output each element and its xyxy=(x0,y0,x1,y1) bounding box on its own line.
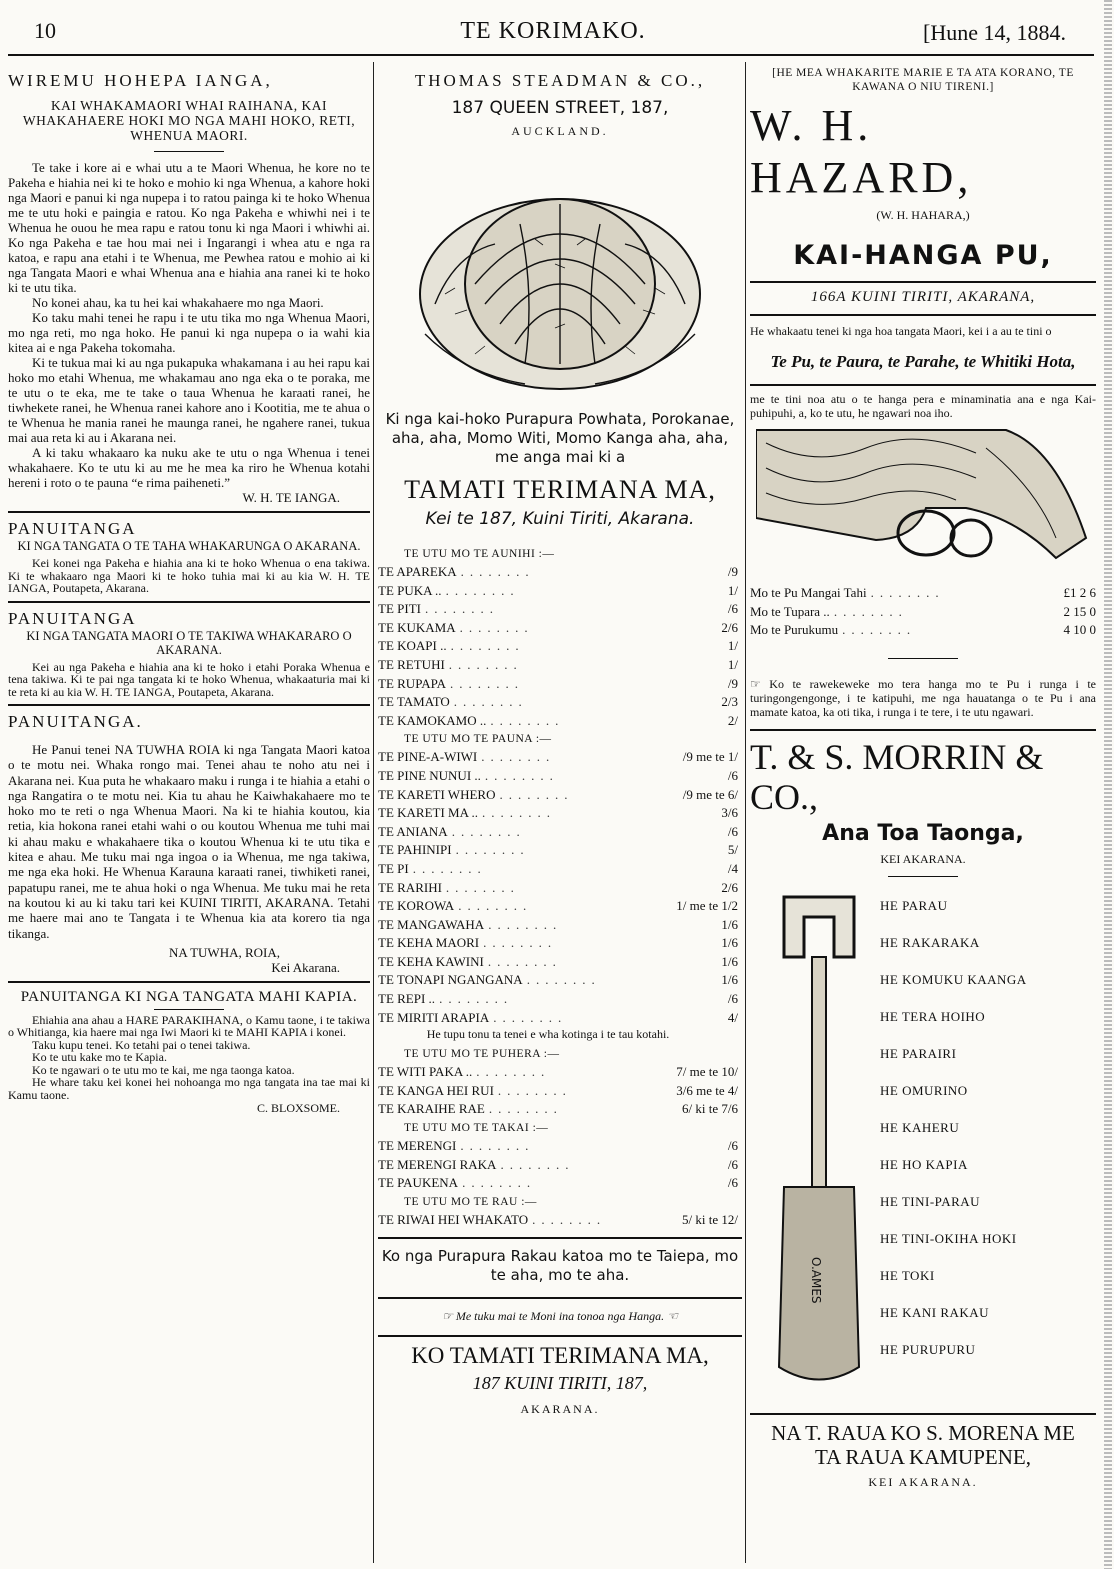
tool-item: HE TINI-PARAU xyxy=(880,1193,981,1209)
item-name: Mo te Purukumu xyxy=(750,622,839,638)
price-row: TE KARAIHE RAE ........ 6/ ki te 7/6 xyxy=(378,1100,738,1119)
hazard-name: W. H. HAZARD, xyxy=(750,101,973,202)
gunmaker-more: me te tini noa atu o te hanga pera e minaminatia ana e nga Kai-puhipuhi, a, ko te utu, he ngawari noa iho. xyxy=(750,392,1096,420)
item-price: /6 xyxy=(727,601,738,617)
merchant-address: Kei te 187, Kuini Tiriti, Akarana. xyxy=(425,509,695,529)
gunmaker-heading: KAI-HANGA PU, xyxy=(793,240,1053,271)
line: Taku kupu tenei. Ko tetahi pai o tenei takiwa. xyxy=(32,1037,251,1052)
repair-note-text: Ko te rawekeweke mo tera hanga mo te Pu i runga i te turingongengonge, i te katipuhi, me nga hauatanga o te Pu i ana mamate katoa, ka oti tika, i runga i te tere, i te utu ngawari. xyxy=(750,676,1096,719)
morrin-footer-1: NA T. RAUA KO S. MORENA ME xyxy=(771,1420,1075,1445)
footer-address: 187 KUINI TIRITI, 187, xyxy=(472,1373,648,1394)
price-row: TE APAREKA ........ /9 xyxy=(378,563,738,582)
price-row: TE MERENGI ........ /6 xyxy=(378,1137,738,1156)
price-row: TE KOROWA ........ 1/ me te 1/2 xyxy=(378,897,738,916)
item-price: /6 xyxy=(727,1175,738,1191)
item-price: /9 xyxy=(727,675,738,691)
firm-name: THOMAS STEADMAN & CO., xyxy=(414,71,706,90)
item-name: TE RIWAI HEI WHAKATO xyxy=(378,1211,529,1227)
price-list xyxy=(378,545,742,1229)
price-row: TE PAUKENA ........ /6 xyxy=(378,1174,738,1193)
item-price: 3/6 xyxy=(721,805,738,821)
wiremu-body xyxy=(8,160,370,490)
morrin-footer-3: KEI AKARANA. xyxy=(868,1474,978,1489)
tool-item: HE TINI-OKIHA HOKI xyxy=(880,1230,1017,1246)
footer-city: AKARANA. xyxy=(520,1402,600,1417)
price-section-title: TE UTU MO TE TAKAI :— xyxy=(404,1122,549,1135)
item-name: TE MERENGI xyxy=(378,1138,457,1154)
column-3 xyxy=(750,62,1096,1563)
section-rule xyxy=(750,281,1096,283)
section-rule xyxy=(8,601,370,603)
spade-illustration xyxy=(764,887,874,1397)
item-price: 4 10 0 xyxy=(1063,622,1096,638)
item-name: TE KOAPI .. xyxy=(378,638,447,654)
item-price: 2/ xyxy=(727,712,738,728)
divider xyxy=(888,658,958,659)
price-row: TE MANGAWAHA ........ 1/6 xyxy=(378,916,738,935)
price-row: TE MIRITI ARAPIA ........ 4/ xyxy=(378,1009,738,1028)
item-price: /9 me te 1/ xyxy=(682,749,738,765)
price-row: TE PAHINIPI ........ 5/ xyxy=(378,841,738,860)
section-rule xyxy=(378,1237,742,1239)
issue-date: [Hune 14, 1884. xyxy=(923,20,1066,45)
shotgun-illustration xyxy=(756,428,1096,578)
item-name: TE TONAPI NGANGANA xyxy=(378,972,523,988)
section-rule xyxy=(8,981,370,983)
divider xyxy=(888,876,958,877)
price-row: TE WITI PAKA .. ........ 7/ me te 10/ xyxy=(378,1063,738,1082)
panuitanga-sub: KI NGA TANGATA MAORI O TE TAKIWA WHAKARARO O AKARANA. xyxy=(26,628,352,657)
item-name: TE KARETI WHERO xyxy=(378,786,496,802)
section-rule xyxy=(750,314,1096,316)
price-row: Mo te Tupara .. ........ 2 15 0 xyxy=(750,603,1096,622)
price-row: TE KUKAMA ........ 2/6 xyxy=(378,619,738,638)
price-row: TE KAMOKAMO .. ........ 2/ xyxy=(378,712,738,731)
item-name: Mo te Tupara .. xyxy=(750,603,830,619)
item-price: 4/ xyxy=(727,1009,738,1025)
signature: NA TUWHA, ROIA, xyxy=(169,944,280,960)
price-row: TE PI ........ /4 xyxy=(378,860,738,879)
item-price: 2/6 xyxy=(721,619,738,635)
footer-name: KO TAMATI TERIMANA MA, xyxy=(411,1343,709,1369)
royal-note: [HE MEA WHAKARITE MARIE E TA ATA KORANO, TE KAWANA O NIU TIRENI.] xyxy=(772,67,1074,93)
item-price: 2/3 xyxy=(721,694,738,710)
gunmaker-items: Te Pu, te Paura, te Parahe, te Whitiki Hota, xyxy=(770,352,1076,371)
item-name: Mo te Pu Mangai Tahi xyxy=(750,585,867,600)
paragraph: Ko taku mahi tenei he rapu i te utu tika mo nga Whenua Maori, mo nga reti, mo nga hoko. He panui ki nga nupepa o ia wahi kia kitea ai e nga Pakeha tokomaha. xyxy=(8,310,370,355)
item-name: TE KEHA KAWINI xyxy=(378,953,484,969)
tool-list xyxy=(880,887,1027,1368)
item-price: /6 xyxy=(727,823,738,839)
gunmaker-intro: He whakaatu tenei ki nga hoa tangata Maori, kei i a au te tini o xyxy=(750,324,1052,338)
item-name: TE RUPAPA xyxy=(378,675,447,691)
item-price: 1/6 xyxy=(721,953,738,969)
section-rule xyxy=(750,384,1096,386)
item-name: TE KOROWA xyxy=(378,898,455,914)
item-name: TE KAMOKAMO .. xyxy=(378,712,487,728)
price-row: TE KEHA KAWINI ........ 1/6 xyxy=(378,953,738,972)
wiremu-subtitle: KAI WHAKAMAORI WHAI RAIHANA, KAI WHAKAHAERE HOKI MO NGA MAHI HOKO, RETI, WHENUA MAORI. xyxy=(22,98,356,143)
item-name: TE PUKA .. xyxy=(378,582,442,598)
item-price: /6 xyxy=(727,767,738,783)
tool-item: HE TOKI xyxy=(880,1267,935,1283)
paragraph: Ki te tukua mai ki au nga pukapuka whakamana i au hei rapu kai hoko mo etahi Whenua, me whakamau ano nga eka o te poraka, me te utu o te eka, me te take o taua Whenua he karaati ranei, he tiwhekete ranei, he Whenua ranei kahore ano i Kootitia, me te ahua o te Whenua he mania ranei he maunga ranei, he ngahere ranei, tukua mai aua reta ki au i Akarana nei. xyxy=(8,355,370,445)
money-note-text: Me tuku mai te Moni ina tonoa nga Hanga. xyxy=(455,1309,665,1324)
price-note: He tupu tonu ta tenei e wha kotinga i te tau kotahi. xyxy=(426,1027,670,1042)
item-name: TE PINE-A-WIWI xyxy=(378,749,478,765)
item-name: TE PAUKENA xyxy=(378,1175,459,1191)
price-row: TE ANIANA ........ /6 xyxy=(378,823,738,842)
item-name: TE MERENGI RAKA xyxy=(378,1156,497,1172)
morrin-name: T. & S. MORRIN & CO., xyxy=(750,736,1044,817)
panuitanga-text: Kei konei nga Pakeha e hiahia ana ki te hoko Whenua o ena takiwa. Ki te whakaaro nga Maori ki te hoko tuhia mai ki au kia W. H. TE IANGA, Poutapeta, Akarana. xyxy=(8,556,370,595)
price-row: TE RARIHI ........ 2/6 xyxy=(378,879,738,898)
column-rule xyxy=(745,62,746,1563)
item-name: TE TAMATO xyxy=(378,694,450,710)
spade-maker-mark: O.AMES xyxy=(809,1256,823,1304)
repair-note xyxy=(750,677,1096,719)
tool-item: HE KANI RAKAU xyxy=(880,1304,990,1320)
tools-section xyxy=(750,887,1096,1407)
price-row: TE RIWAI HEI WHAKATO ........ 5/ ki te 12/ xyxy=(378,1211,738,1230)
heading-text: PANUITANGA. xyxy=(8,712,143,731)
price-row: Mo te Purukumu ........ 4 10 0 xyxy=(750,621,1096,640)
item-price: /6 xyxy=(727,1156,738,1172)
divider xyxy=(154,151,224,152)
item-price: 1/ xyxy=(727,638,738,654)
price-row: TE KARETI MA .. ........ 3/6 xyxy=(378,804,738,823)
price-section-title: TE UTU MO TE RAU :— xyxy=(404,1195,537,1208)
item-price: /6 xyxy=(727,1138,738,1154)
item-name: TE ANIANA xyxy=(378,823,448,839)
tool-item: HE RAKARAKA xyxy=(880,934,980,950)
item-name: TE KARAIHE RAE xyxy=(378,1101,485,1117)
closing-note: Ko nga Purapura Rakau katoa mo te Taiepa, mo te aha, mo te aha. xyxy=(381,1247,739,1285)
item-name: TE MANGAWAHA xyxy=(378,916,485,932)
item-price: /9 xyxy=(727,564,738,579)
tool-item: HE TERA HOIHO xyxy=(880,1008,986,1024)
masthead-rule xyxy=(8,54,1094,56)
item-name: TE PINE NUNUI .. xyxy=(378,767,481,783)
tool-item: HE PURUPURU xyxy=(880,1341,976,1357)
panuitanga-sub: KI NGA TANGATA O TE TAHA WHAKARUNGA O AKARANA. xyxy=(17,539,361,553)
item-name: TE PITI xyxy=(378,601,421,617)
panuitanga-text: He Panui tenei NA TUWHA ROIA ki nga Tangata Maori katoa o te motu nei. Whaka rongo mai. Tenei ahau te noho atu nei i Akarana nei. Kua puta he whakaaro maku i runga i te hiahia a etahi o nga Rangatira o te motu nei. Kia tu ahau he Kaiwhakahaere mo te hoko mo te reti o nga Whenua Maori. Na ki te hiahia koutou, kia retia, kia hokona ranei etahi wahi o ou koutou Whenua me tuhi mai ki ahau maku e whakahaere tika o koutou Whenua ki te utu tika e kitea e ahau. Me tuku mai nga ingoa o ia Whenua, me nga takiwa, me nga eka hoki. He Whenua Karauna karaati ranei, tiwhiketi ranei, papatupu ranei, me te ahua hoki o nga Whenua. Me tuku mai he reta na koutou ki au ki taku tari kei KUINI TIRITI, AKARANA. Tetahi me haere mai ano te Tangata i te Whenua kia ata korero tia nga tikanga. xyxy=(8,742,370,941)
item-price: 6/ ki te 7/6 xyxy=(682,1101,738,1117)
item-price: £1 2 6 xyxy=(1063,585,1096,600)
firm-city: AUCKLAND. xyxy=(511,124,609,138)
cabbage-illustration xyxy=(415,144,705,402)
signature: C. BLOXSOME. xyxy=(256,1101,340,1116)
column-1 xyxy=(8,62,370,1563)
panuitanga-text: Kei au nga Pakeha e hiahia ana ki te hoko i etahi Poraka Whenua e tena takiwa. Ki te pai nga tangata ki te hoko Whenua, whakaaturia mai ki te reta ki au kia W. H. TE IANGA, Poutapeta, Akarana. xyxy=(8,659,370,699)
item-price: /4 xyxy=(727,860,738,876)
paragraph: Te take i kore ai e whai utu a te Maori Whenua, he kore no te Pakeha e hiahia nei ki te hoko e mohio ki nga Whenua, a kahore hoki nga Maori e panui ki nga nupepa i to ratou painga ki te hoko Whenua me te utu hoki e paingia e ratou. Ko nga Pakeha e whiwhi nei i te Whenua he ouou he mea rapu e ratou tonu ki nga Maori i whiwhi ai. Ko nga Pakeha e tae hou mai nei i Ingarangi i whea atu e nga ra katoa, e rapu ana etahi i te Whenua, me Pewhea ratou e mohio ai ki nga Tangata Maori e whai Whenua ana e hiahia ana ranei ki te hoko ki te utu tika. xyxy=(8,160,370,295)
item-name: TE PI xyxy=(378,860,409,876)
panuitanga-text xyxy=(8,1014,370,1102)
item-price: /9 me te 6/ xyxy=(682,786,738,802)
money-note xyxy=(378,1309,742,1323)
section-rule xyxy=(750,1413,1096,1415)
item-price: 3/6 me te 4/ xyxy=(676,1082,738,1098)
seeds-blurb: Ki nga kai-hoko Purapura Powhata, Porokanae, aha, aha, Momo Witi, Momo Kanga aha, aha, me anga mai ki a xyxy=(385,410,735,466)
price-row: TE RETUHI ........ 1/ xyxy=(378,656,738,675)
price-row: TE KARETI WHERO ........ /9 me te 6/ xyxy=(378,786,738,805)
masthead xyxy=(8,10,1098,50)
morrin-store: Ana Toa Taonga, xyxy=(822,820,1024,846)
price-row: TE MERENGI RAKA ........ /6 xyxy=(378,1156,738,1175)
tool-item: HE OMURINO xyxy=(880,1082,968,1098)
price-row: TE PINE-A-WIWI ........ /9 me te 1/ xyxy=(378,748,738,767)
line: Ehiahia ana ahau a HARE PARAKIHANA, o Kamu taone, i te takiwa o Whitianga, kia haere mai nga Iwi Maori ki te MAHI KAPIA i konei. xyxy=(8,1012,370,1040)
item-price: 7/ me te 10/ xyxy=(676,1064,738,1080)
panuitanga-1 xyxy=(8,519,370,595)
price-row: TE PUKA .. ........ 1/ xyxy=(378,582,738,601)
item-price: 2/6 xyxy=(721,879,738,895)
item-name: TE KEHA MAORI xyxy=(378,935,480,951)
item-name: TE KANGA HEI RUI xyxy=(378,1082,494,1098)
heading-text: PANUITANGA xyxy=(8,608,137,628)
item-price: 1/ xyxy=(727,582,738,598)
panuitanga-heading: PANUITANGA KI NGA TANGATA MAHI KAPIA. xyxy=(20,988,358,1005)
firm-address: 187 QUEEN STREET, 187, xyxy=(451,98,669,118)
item-price: /6 xyxy=(727,991,738,1007)
item-price: 2 15 0 xyxy=(1063,603,1096,619)
tool-item: HE PARAU xyxy=(880,897,948,913)
price-row: TE REPI .. ........ /6 xyxy=(378,990,738,1009)
wiremu-name: WIREMU HOHEPA IANGA, xyxy=(8,71,273,90)
merchant-name: TAMATI TERIMANA MA, xyxy=(404,475,716,504)
panuitanga-heading xyxy=(8,519,370,539)
tool-item: HE PARAIRI xyxy=(880,1045,957,1061)
hand-pointer-icon: ☞ xyxy=(442,1309,456,1324)
price-row: Mo te Pu Mangai Tahi ........ £1 2 6 xyxy=(750,584,1096,603)
section-rule xyxy=(8,704,370,706)
price-row: TE TONAPI NGANGANA ........ 1/6 xyxy=(378,971,738,990)
page-number: 10 xyxy=(34,18,56,43)
paragraph: A ki taku whakaaro ka nuku ake te utu o nga Whenua i tenei whakahaere. Ko te utu ki au me he mea ka riro he Whenua kotahi hereni i roto o te pauna “e rima paiheneti.” xyxy=(8,445,370,490)
price-row: TE KEHA MAORI ........ 1/6 xyxy=(378,934,738,953)
tool-item: HE KAHERU xyxy=(880,1119,960,1135)
section-rule xyxy=(378,1335,742,1337)
price-section-title: TE UTU MO TE AUNIHI :— xyxy=(404,548,555,560)
price-section-title: TE UTU MO TE PAUNA :— xyxy=(404,733,552,746)
gunmaker-address: 166A KUINI TIRITI, AKARANA, xyxy=(810,289,1036,305)
item-name: TE KUKAMA xyxy=(378,619,456,635)
divider xyxy=(154,1009,224,1010)
section-rule xyxy=(8,511,370,513)
price-row: TE PINE NUNUI .. ........ /6 xyxy=(378,767,738,786)
heading-text: PANUITANGA xyxy=(8,519,137,538)
tool-item: HE KOMUKU KAANGA xyxy=(880,971,1027,987)
price-section-title: TE UTU MO TE PUHERA :— xyxy=(404,1048,560,1061)
hazard-maori: (W. H. HAHARA,) xyxy=(876,208,970,222)
item-name: TE KARETI MA .. xyxy=(378,805,479,821)
item-price: 1/ xyxy=(727,656,738,672)
item-price: 5/ ki te 12/ xyxy=(682,1211,738,1227)
price-row: TE KOAPI .. ........ 1/ xyxy=(378,637,738,656)
item-name: TE MIRITI ARAPIA xyxy=(378,1009,490,1025)
panuitanga-heading xyxy=(8,609,370,629)
item-price: 5/ xyxy=(727,842,738,858)
column-rule xyxy=(373,62,374,1563)
signature: W. H. TE IANGA. xyxy=(242,490,340,505)
item-price: 1/6 xyxy=(721,916,738,932)
wiremu-advert xyxy=(8,66,370,505)
panuitanga-2 xyxy=(8,609,370,699)
item-name: TE RETUHI xyxy=(378,656,445,672)
panuitanga-3 xyxy=(8,712,370,975)
section-rule xyxy=(750,729,1096,731)
newspaper-title: TE KORIMAKO. xyxy=(460,18,646,44)
line: He whare taku kei konei hei nohoanga mo nga tangata ina tae mai ki Kamu taone. xyxy=(8,1075,370,1102)
hand-pointer-icon: ☞ xyxy=(750,676,770,691)
line: Ko te ngawari o te utu mo te kai, me nga taonga katoa. xyxy=(32,1062,295,1077)
price-row: TE KANGA HEI RUI ........ 3/6 me te 4/ xyxy=(378,1082,738,1101)
morrin-footer-2: TA RAUA KAMUPENE, xyxy=(815,1444,1031,1469)
item-name: TE RARIHI xyxy=(378,879,442,895)
item-price: 1/6 xyxy=(721,935,738,951)
price-row: TE TAMATO ........ 2/3 xyxy=(378,693,738,712)
line: Ko te utu kake mo te Kapia. xyxy=(32,1050,167,1065)
tool-item: HE HO KAPIA xyxy=(880,1156,968,1172)
hand-pointer-icon: ☜ xyxy=(664,1309,678,1324)
item-name: TE REPI .. xyxy=(378,991,436,1007)
gun-price-list xyxy=(750,584,1096,640)
item-price: 1/ me te 1/2 xyxy=(676,898,738,914)
page-edge xyxy=(1104,0,1112,1569)
morrin-city: KEI AKARANA. xyxy=(880,851,966,866)
column-2 xyxy=(378,62,742,1563)
item-price: 1/6 xyxy=(721,972,738,988)
section-rule xyxy=(378,1297,742,1299)
item-name: TE PAHINIPI xyxy=(378,842,452,858)
panuitanga-4 xyxy=(8,989,370,1116)
panuitanga-heading xyxy=(8,712,370,732)
price-row: TE PITI ........ /6 xyxy=(378,600,738,619)
paragraph: No konei ahau, ka tu hei kai whakahaere mo nga Maori. xyxy=(32,295,324,310)
price-row: TE RUPAPA ........ /9 xyxy=(378,675,738,694)
signature-place: Kei Akarana. xyxy=(271,959,340,975)
item-name: TE APAREKA xyxy=(378,564,457,579)
item-name: TE WITI PAKA .. xyxy=(378,1064,473,1080)
